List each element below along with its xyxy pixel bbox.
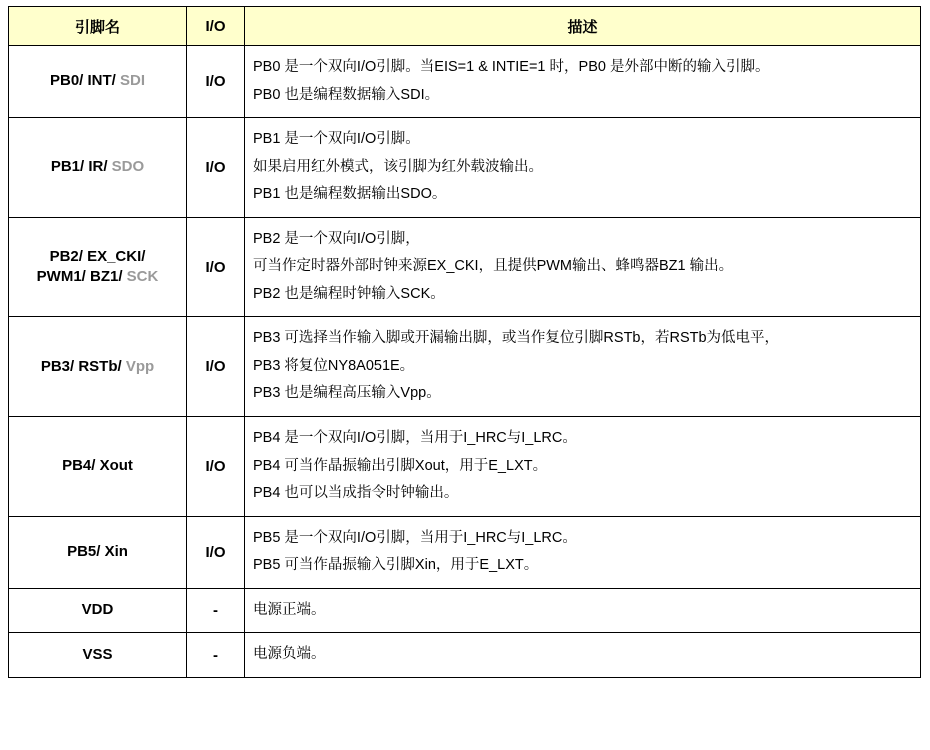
table-body [9, 46, 921, 678]
pin-name-line [15, 456, 180, 476]
pin-name-line [15, 645, 180, 665]
pin-description-table [8, 6, 921, 678]
pin-name-line [15, 267, 180, 287]
pin-io-cell: I/O [187, 516, 245, 588]
pin-description-line: 电源负端。 [253, 646, 326, 663]
table-row [9, 633, 921, 678]
pin-io-cell: I/O [187, 118, 245, 218]
pin-alt-function: SDO [111, 158, 145, 176]
pin-name-line [15, 247, 180, 267]
pin-name-cell [9, 417, 187, 517]
pin-description-cell [245, 417, 921, 517]
header-description: 描述 [245, 7, 921, 46]
pin-description-cell [245, 217, 921, 317]
pin-description-line: PB2 是一个双向I/O引脚， [253, 230, 420, 247]
pin-description-line: PB5 是一个双向I/O引脚，当用于I_HRC与I_LRC。 [253, 529, 577, 546]
header-row [9, 7, 921, 46]
pin-primary-function: VSS [82, 645, 113, 663]
pin-primary-function: PB0/ INT/ [49, 72, 120, 90]
pin-description-line: PB3 将复位NY8A051E。 [253, 357, 415, 374]
pin-io-cell: - [187, 633, 245, 678]
pin-name-cell [9, 516, 187, 588]
pin-description-line: PB4 也可以当成指令时钟输出。 [253, 485, 459, 502]
pin-description-line: PB3 也是编程高压输入Vpp。 [253, 385, 441, 402]
pin-description-cell [245, 46, 921, 118]
pin-description-line: PB4 是一个双向I/O引脚，当用于I_HRC与I_LRC。 [253, 430, 577, 447]
pin-primary-function: PB5/ Xin [67, 543, 128, 561]
pin-primary-function: VDD [81, 601, 114, 619]
pin-io-cell: I/O [187, 417, 245, 517]
pin-name-line [15, 600, 180, 620]
pin-io-cell: I/O [187, 46, 245, 118]
pin-description-line: PB3 可选择当作输入脚或开漏输出脚，或当作复位引脚RSTb，若RSTb为低电平， [253, 330, 780, 347]
table-row [9, 217, 921, 317]
pin-name-line [15, 71, 180, 91]
pin-description-line: 如果启用红外模式，该引脚为红外载波输出。 [253, 158, 543, 175]
pin-alt-function: SDI [120, 72, 146, 90]
pin-primary-function: PWM1/ BZ1/ [36, 268, 127, 286]
pin-description-cell [245, 588, 921, 633]
pin-io-cell: I/O [187, 317, 245, 417]
pin-description-cell [245, 118, 921, 218]
pin-description-line: PB1 是一个双向I/O引脚。 [253, 131, 420, 148]
pin-primary-function: PB4/ Xout [62, 457, 133, 475]
table-row [9, 317, 921, 417]
table-row [9, 516, 921, 588]
pin-description-cell [245, 317, 921, 417]
pin-alt-function: SCK [126, 268, 159, 286]
table-row [9, 417, 921, 517]
pin-name-cell [9, 118, 187, 218]
pin-primary-function: PB2/ EX_CKI/ [49, 247, 146, 265]
pin-description-line: PB0 是一个双向I/O引脚。当EIS=1 & INTIE=1 时，PB0 是外部中断的输入引脚。 [253, 59, 770, 75]
pin-description-line: PB1 也是编程数据输出SDO。 [253, 186, 447, 203]
pin-description-line: PB2 也是编程时钟输入SCK。 [253, 285, 445, 302]
header-pin-name: 引脚名 [9, 7, 187, 46]
pin-name-line [15, 157, 180, 177]
pin-name-cell [9, 46, 187, 118]
table-row [9, 588, 921, 633]
pin-alt-function: Vpp [125, 357, 155, 375]
table-row [9, 46, 921, 118]
pin-name-cell [9, 217, 187, 317]
pin-name-line [15, 542, 180, 562]
pin-description-line: 电源正端。 [253, 601, 326, 618]
pin-description-line: PB5 可当作晶振输入引脚Xin，用于E_LXT。 [253, 557, 539, 574]
pin-description-line: 可当作定时器外部时钟来源EX_CKI，且提供PWM输出、蜂鸣器BZ1 输出。 [253, 258, 734, 275]
table-row [9, 118, 921, 218]
pin-name-line [15, 357, 180, 377]
pin-name-cell [9, 633, 187, 678]
pin-name-cell [9, 588, 187, 633]
pin-name-cell [9, 317, 187, 417]
pin-primary-function: PB3/ RSTb/ [40, 357, 126, 375]
pin-io-cell: I/O [187, 217, 245, 317]
pin-description-line: PB4 可当作晶振输出引脚Xout，用于E_LXT。 [253, 457, 548, 474]
pin-description-cell [245, 633, 921, 678]
header-io: I/O [187, 7, 245, 46]
pin-primary-function: PB1/ IR/ [50, 158, 112, 176]
table-header [9, 7, 921, 46]
pin-description-cell [245, 516, 921, 588]
pin-description-line: PB0 也是编程数据输入SDI。 [253, 86, 440, 103]
pin-io-cell: - [187, 588, 245, 633]
